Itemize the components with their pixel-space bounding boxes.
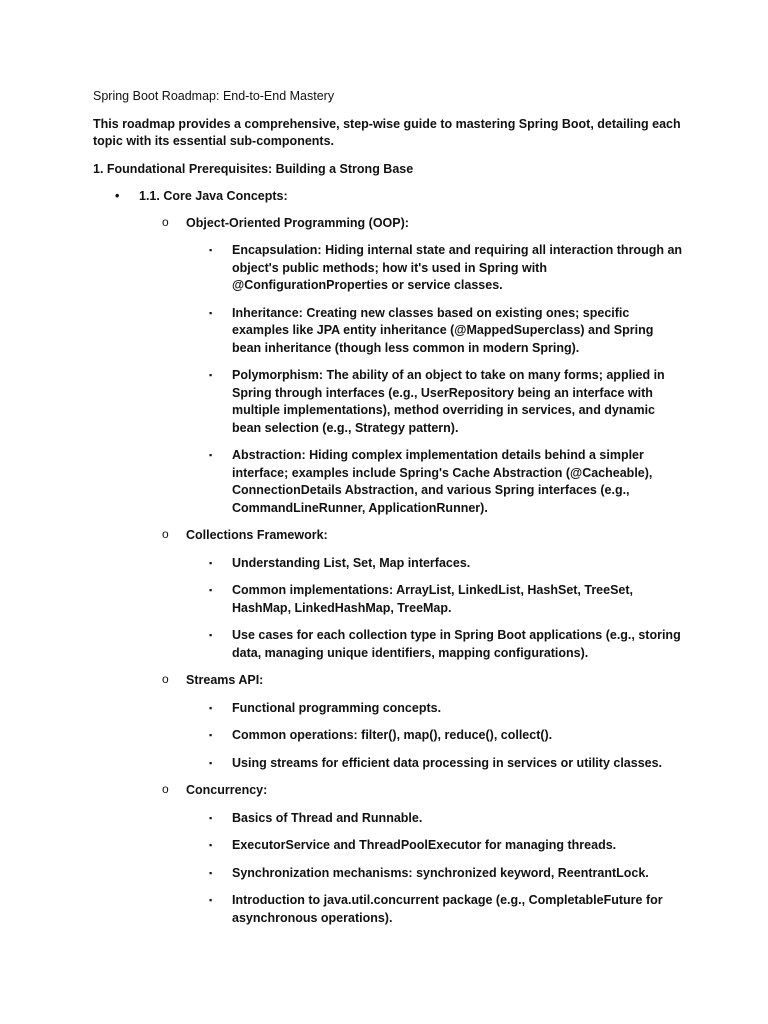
bullet-circle-icon: o: [162, 214, 169, 229]
item-text: Using streams for efficient data processing in services or utility classes.: [232, 755, 663, 770]
bullet-disc-icon: •: [115, 189, 120, 203]
item-text: ExecutorService and ThreadPoolExecutor for managing threads.: [232, 838, 617, 852]
list-item: [93, 367, 683, 437]
bullet-square-icon: ▪: [209, 812, 213, 823]
item-text: Inheritance: Creating new classes based on existing ones; specific examples like JPA entity inheritance (@MappedSuperclass) and Spring bean inheritance (though less common in modern Spring).: [232, 305, 654, 355]
item-text: Encapsulation: Hiding internal state and requiring all interaction through an object's public methods; how it's used in Spring with @ConfigurationProperties or service classes.: [232, 243, 683, 292]
bullet-square-icon: ▪: [209, 450, 213, 460]
list-item: [93, 727, 683, 745]
topic-label: Streams API:: [186, 673, 264, 687]
item-text: Use cases for each collection type in Spring Boot applications (e.g., storing data, managing unique identifiers, mapping configurations).: [232, 628, 681, 660]
bullet-square-icon: ▪: [209, 307, 213, 318]
bullet-square-icon: ▪: [209, 245, 213, 255]
subsection-label: 1.1. Core Java Concepts:: [139, 189, 288, 203]
bullet-circle-icon: o: [162, 527, 169, 541]
bullet-square-icon: ▪: [209, 730, 213, 740]
topic-streams: [93, 672, 683, 690]
list-item: [93, 447, 683, 517]
list-item: [93, 892, 683, 927]
item-text: Basics of Thread and Runnable.: [232, 810, 423, 825]
bullet-square-icon: ▪: [209, 370, 213, 380]
topic-oop: [93, 215, 683, 233]
item-text: Abstraction: Hiding complex implementation details behind a simpler interface; examples include Spring's Cache Abstraction (@Cacheable), ConnectionDetails Abstraction, and various Spring interfaces (e.g., CommandLineRunner, ApplicationRunner).: [232, 448, 653, 515]
item-text: Understanding List, Set, Map interfaces.: [232, 555, 471, 570]
section-heading: 1. Foundational Prerequisites: Building a Strong Base: [93, 161, 414, 176]
topic-concurrency: [93, 782, 683, 800]
list-item: [93, 242, 683, 295]
list-item: [93, 810, 683, 828]
doc-intro: This roadmap provides a comprehensive, step-wise guide to mastering Spring Boot, detailing each topic with its essential sub-components.: [93, 116, 681, 148]
bullet-square-icon: ▪: [209, 557, 213, 568]
topic-collections: [93, 527, 683, 545]
bullet-circle-icon: o: [162, 782, 169, 796]
bullet-square-icon: ▪: [209, 895, 213, 905]
item-text: Introduction to java.util.concurrent package (e.g., CompletableFuture for asynchronous operations).: [232, 893, 663, 925]
bullet-square-icon: ▪: [209, 757, 213, 768]
list-item: [93, 555, 683, 573]
topic-label: Collections Framework:: [186, 528, 328, 542]
item-text: Polymorphism: The ability of an object to take on many forms; applied in Spring through interfaces (e.g., UserRepository being an interface with multiple implementations), method overriding in services, and dynamic bean selection (e.g., Strategy pattern).: [232, 368, 665, 435]
list-item: [93, 627, 683, 662]
list-item: [93, 305, 683, 358]
list-item: [93, 837, 683, 855]
bullet-square-icon: ▪: [209, 630, 213, 640]
bullet-square-icon: ▪: [209, 585, 213, 595]
topic-label: Concurrency:: [186, 783, 268, 797]
bullet-square-icon: ▪: [209, 867, 213, 878]
item-text: Functional programming concepts.: [232, 700, 442, 715]
list-item: [93, 865, 683, 883]
item-text: Synchronization mechanisms: synchronized keyword, ReentrantLock.: [232, 865, 649, 880]
list-item: [93, 582, 683, 617]
bullet-square-icon: ▪: [209, 840, 213, 850]
doc-title: Spring Boot Roadmap: End-to-End Mastery: [93, 89, 335, 103]
topic-label: Object-Oriented Programming (OOP):: [186, 215, 409, 230]
list-item: [93, 755, 683, 773]
document-page: [93, 88, 683, 937]
subsection-core-java: [93, 188, 683, 206]
bullet-circle-icon: o: [162, 672, 169, 686]
bullet-square-icon: ▪: [209, 702, 213, 713]
item-text: Common implementations: ArrayList, LinkedList, HashSet, TreeSet, HashMap, LinkedHashMap, TreeMap.: [232, 583, 634, 615]
item-text: Common operations: filter(), map(), reduce(), collect().: [232, 728, 553, 742]
list-item: [93, 700, 683, 718]
